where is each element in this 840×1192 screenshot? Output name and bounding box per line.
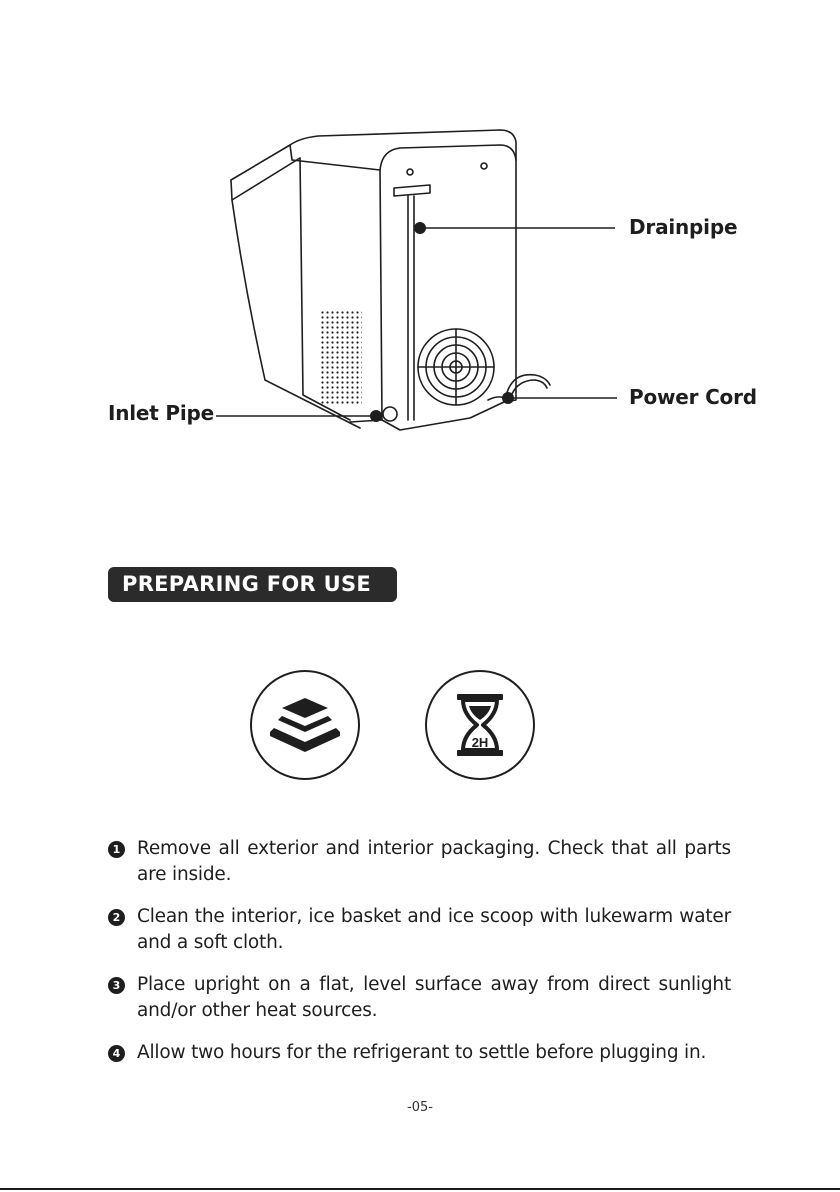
list-item: [108, 1040, 731, 1066]
preparation-steps: [108, 836, 731, 1082]
layers-icon: [250, 670, 360, 780]
section-heading: PREPARING FOR USE: [108, 567, 397, 602]
list-item: [108, 904, 731, 956]
step-number: 2: [108, 909, 125, 926]
step-text: Remove all exterior and interior packaging. Check that all parts are inside.: [137, 838, 731, 885]
timer-label: 2H: [471, 735, 489, 750]
power-cord-label: Power Cord: [629, 385, 757, 409]
step-text: Place upright on a flat, level surface away from direct sunlight and/or other heat sources.: [137, 974, 731, 1021]
step-text: Clean the interior, ice basket and ice scoop with lukewarm water and a soft cloth.: [137, 906, 731, 953]
list-item: [108, 972, 731, 1024]
drainpipe-label: Drainpipe: [629, 215, 738, 239]
page-bottom-divider: [0, 1188, 840, 1190]
list-item: [108, 836, 731, 888]
page-number: -05-: [407, 1100, 433, 1115]
step-number: 4: [108, 1045, 125, 1062]
hourglass-icon: [425, 670, 535, 780]
step-number: 1: [108, 841, 125, 858]
inlet-pipe-label: Inlet Pipe: [108, 401, 215, 425]
step-number: 3: [108, 977, 125, 994]
step-text: Allow two hours for the refrigerant to settle before plugging in.: [137, 1042, 707, 1063]
